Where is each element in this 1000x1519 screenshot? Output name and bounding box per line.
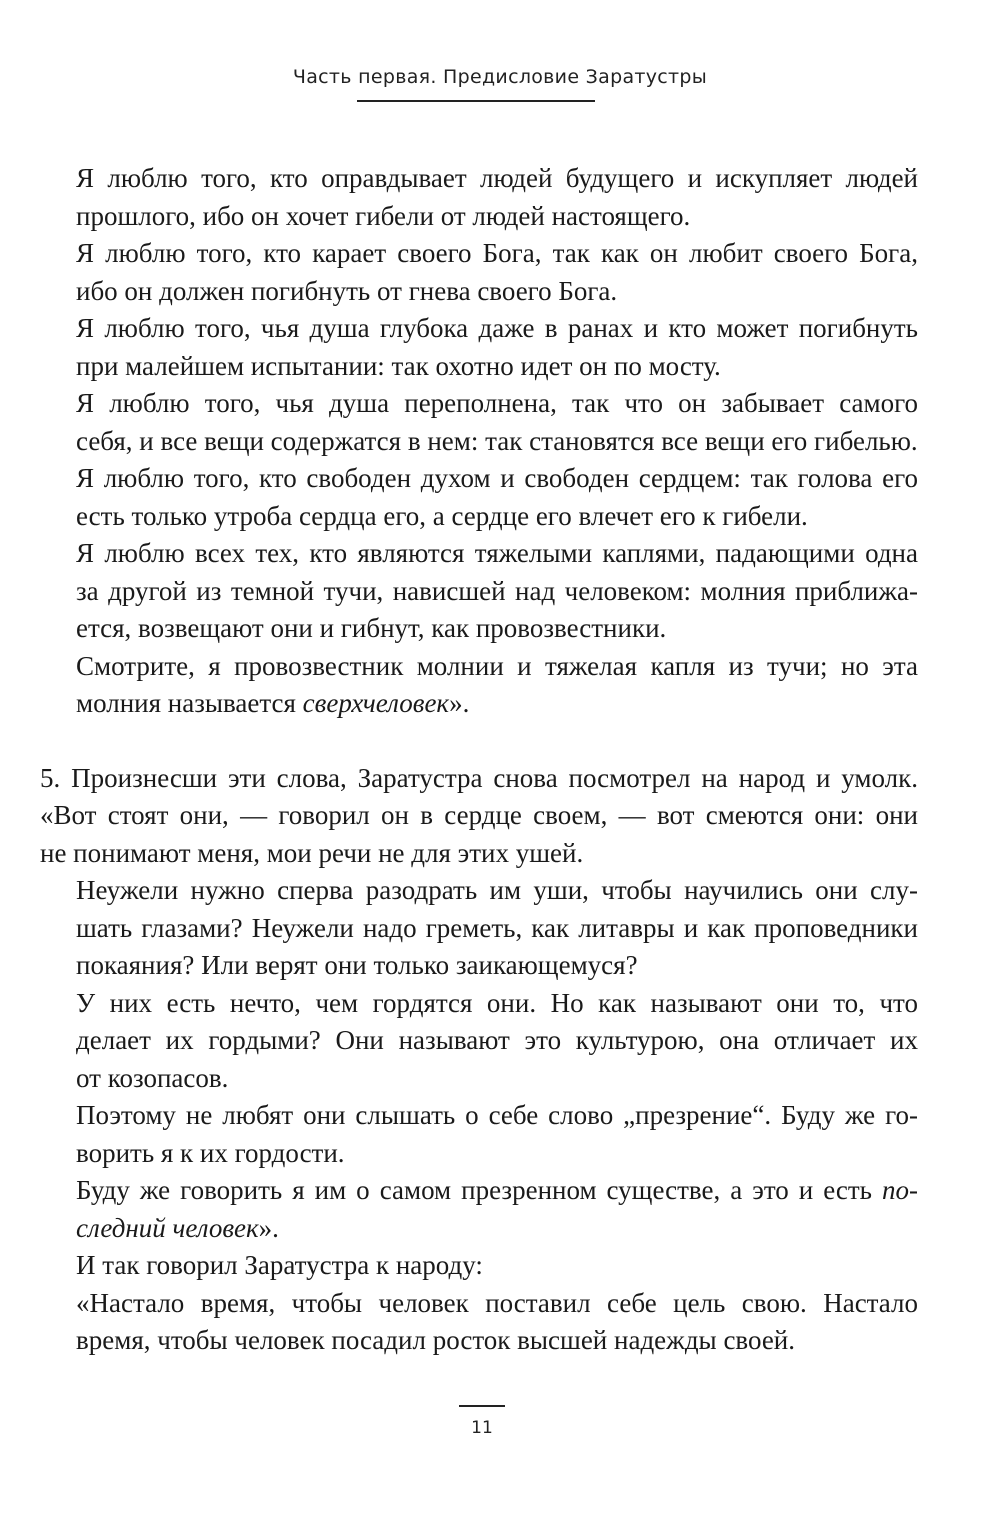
- paragraph: [40, 160, 918, 235]
- paragraph: [40, 535, 918, 648]
- text-line: Я люблю того, кто карает своего Бога, так как он любит своего Бога,: [76, 238, 918, 268]
- text-fragment: молния называется: [76, 688, 303, 718]
- body-text: [40, 160, 918, 1360]
- paragraph: [40, 1247, 918, 1285]
- header-rule: [357, 100, 595, 102]
- paragraph-section-5: [40, 760, 918, 873]
- text-line: Неужели нужно сперва разодрать им уши, чтобы научились они слу-: [76, 875, 918, 905]
- paragraph: [40, 985, 918, 1098]
- text-line: шать глазами? Неужели надо греметь, как литавры и как проповедники: [76, 912, 918, 943]
- text-line: [40, 685, 918, 723]
- text-line: Я люблю того, чья душа глубока даже в ранах и кто может погибнуть: [76, 313, 918, 343]
- footer-rule: [459, 1405, 505, 1407]
- text-line: ворить я к их гордости.: [76, 1137, 345, 1168]
- text-line: Я люблю того, кто оправдывает людей будущего и искупляет людей: [76, 163, 918, 193]
- text-line: «Настало время, чтобы человек поставил себе цель свою. Настало: [76, 1287, 918, 1318]
- text-line: себя, и все вещи содержатся в нем: так становятся все вещи его гибелью.: [76, 425, 918, 456]
- text-line: Я люблю того, чья душа переполнена, так что он забывает самого: [76, 388, 918, 418]
- text-line: И так говорил Заратустра к народу:: [76, 1250, 483, 1280]
- text-fragment: ».: [258, 1212, 279, 1243]
- text-line: не понимают меня, мои речи не для этих ушей.: [40, 837, 584, 868]
- text-line: Я люблю того, кто свободен духом и свободен сердцем: так голова его: [76, 463, 918, 493]
- paragraph: [40, 872, 918, 985]
- text-fragment: ».: [449, 688, 470, 718]
- text-line: ибо он должен погибнуть от гнева своего Бога.: [76, 275, 618, 306]
- text-line: есть только утроба сердца его, а сердце его влечет его к гибели.: [76, 500, 808, 531]
- text-line: от козопасов.: [76, 1062, 229, 1093]
- text-line: прошлого, ибо он хочет гибели от людей настоящего.: [76, 200, 691, 231]
- text-line: за другой из темной тучи, нависшей над человеком: молния приближа-: [76, 575, 918, 606]
- text-line: делает их гордыми? Они называют это культурою, она отличает их: [76, 1025, 918, 1055]
- page-number: 11: [471, 1418, 493, 1438]
- text-line: Поэтому не любят они слышать о себе слово „презрение“. Буду же го-: [76, 1100, 918, 1130]
- text-line: У них есть нечто, чем гордятся они. Но как называют они то, что: [76, 987, 918, 1018]
- italic-term: следний человек: [76, 1212, 259, 1243]
- paragraph: [40, 310, 918, 385]
- italic-term: по-: [882, 1175, 918, 1205]
- text-line: Я люблю всех тех, кто являются тяжелыми каплями, падающими одна: [76, 538, 918, 568]
- text-line: «Вот стоят они, — говорил он в сердце своем, — вот смеются они: они: [40, 800, 918, 830]
- paragraph: [40, 460, 918, 535]
- paragraph: [40, 385, 918, 460]
- text-line: ется, возвещают они и гибнут, как провозвестники.: [76, 613, 667, 643]
- text-line: [40, 1210, 918, 1248]
- italic-term: сверхчеловек: [302, 688, 450, 718]
- text-line: [40, 1172, 918, 1210]
- text-line: 5. Произнесши эти слова, Заратустра снова посмотрел на народ и умолк.: [40, 762, 918, 793]
- paragraph: [40, 235, 918, 310]
- text-line: покаяния? Или верят они только заикающемуся?: [76, 950, 638, 980]
- text-fragment: Буду же говорить я им о самом презренном существе, а это и есть: [76, 1175, 882, 1205]
- paragraph: [40, 1097, 918, 1172]
- paragraph: [40, 1285, 918, 1360]
- paragraph: [40, 1172, 918, 1247]
- text-line: время, чтобы человек посадил росток высшей надежды своей.: [76, 1325, 796, 1355]
- text-line: Смотрите, я провозвестник молнии и тяжелая капля из тучи; но эта: [76, 650, 918, 681]
- text-line: при малейшем испытании: так охотно идет он по мосту.: [76, 350, 721, 381]
- running-header: Часть первая. Предисловие Заратустры: [292, 66, 708, 88]
- paragraph: [40, 648, 918, 723]
